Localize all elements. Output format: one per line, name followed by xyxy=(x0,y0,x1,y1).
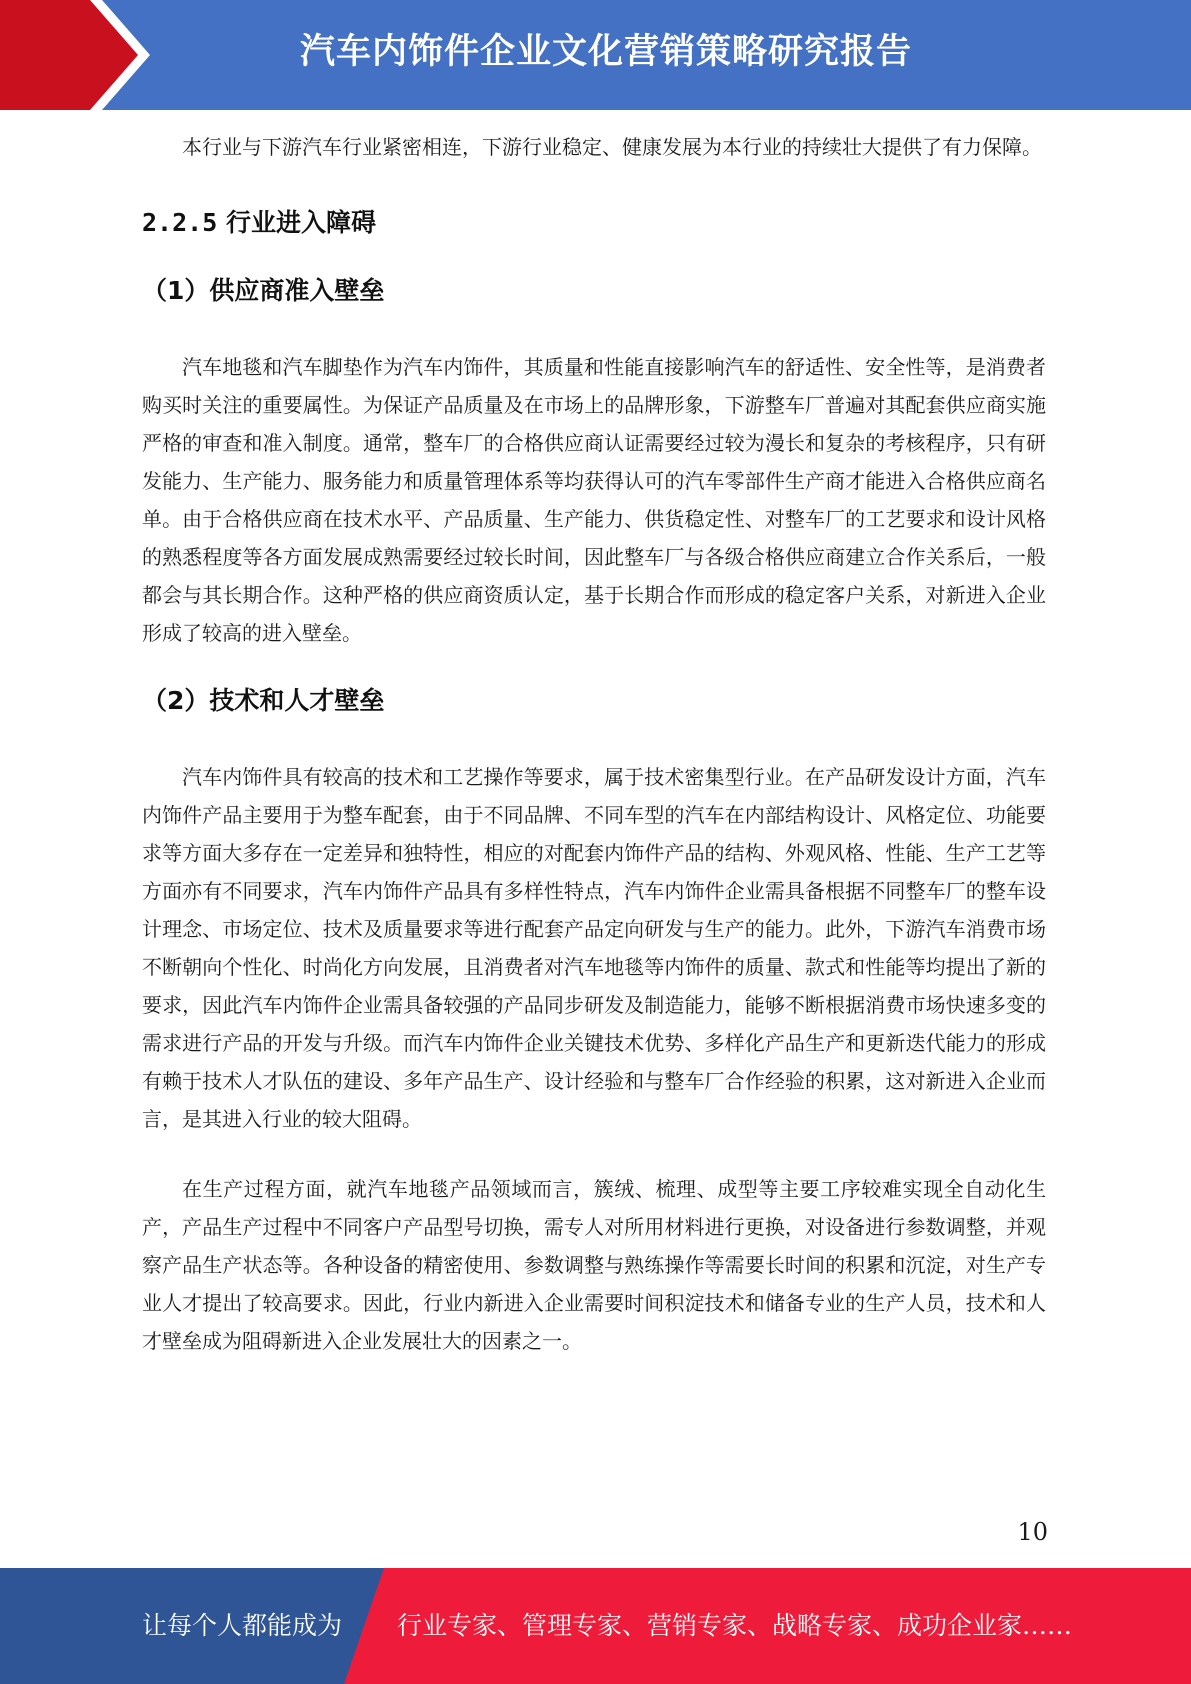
subsection-heading-tech-talent-barrier: （2）技术和人才壁垒 xyxy=(142,686,385,715)
tech-talent-paragraph-1: 汽车内饰件具有较高的技术和工艺操作等要求，属于技术密集型行业。在产品研发设计方面，汽车内饰件产品主要用于为整车配套，由于不同品牌、不同车型的汽车在内部结构设计、风格定位、功能要求等方面大多存在一定差异和独特性，相应的对配套内饰件产品的结构、外观风格、性能、生产工艺等方面亦有不同要求，汽车内饰件产品具有多样性特点，汽车内饰件企业需具备根据不同整车厂的整车设计理念、市场定位、技术及质量要求等进行配套产品定向研发与生产的能力。此外，下游汽车消费市场不断朝向个性化、时尚化方向发展，且消费者对汽车地毯等内饰件的质量、款式和性能等均提出了新的要求，因此汽车内饰件企业需具备较强的产品同步研发及制造能力，能够不断根据消费市场快速多变的需求进行产品的开发与升级。而汽车内饰件企业关键技术优势、多样化产品生产和更新迭代能力的形成有赖于技术人才队伍的建设、多年产品生产、设计经验和与整车厂合作经验的积累，这对新进入企业而言，是其进入行业的较大阻碍。 xyxy=(142,765,1046,1131)
section-title: 行业进入障碍 xyxy=(225,208,376,237)
section-heading xyxy=(142,204,1046,242)
page-content xyxy=(142,128,1046,1360)
footer-slogan-left: 让每个人都能成为 xyxy=(142,1611,343,1640)
intro-paragraph: 本行业与下游汽车行业紧密相连，下游行业稳定、健康发展为本行业的持续壮大提供了有力保障。 xyxy=(182,135,1042,159)
supplier-barrier-paragraph: 汽车地毯和汽车脚垫作为汽车内饰件，其质量和性能直接影响汽车的舒适性、安全性等，是消费者购买时关注的重要属性。为保证产品质量及在市场上的品牌形象，下游整车厂普遍对其配套供应商实施严格的审查和准入制度。通常，整车厂的合格供应商认证需要经过较为漫长和复杂的考核程序，只有研发能力、生产能力、服务能力和质量管理体系等均获得认可的汽车零部件生产商才能进入合格供应商名单。由于合格供应商在技术水平、产品质量、生产能力、供货稳定性、对整车厂的工艺要求和设计风格的熟悉程度等各方面发展成熟需要经过较长时间，因此整车厂与各级合格供应商建立合作关系后，一般都会与其长期合作。这种严格的供应商资质认定，基于长期合作而形成的稳定客户关系，对新进入企业形成了较高的进入壁垒。 xyxy=(142,355,1046,645)
header-banner xyxy=(0,0,1191,110)
subsection-heading-supplier-barrier: （1）供应商准入壁垒 xyxy=(142,276,385,305)
section-number: 2.2.5 xyxy=(142,208,218,237)
page-number: 10 xyxy=(1017,1518,1048,1546)
footer-slogan-right: 行业专家、管理专家、营销专家、战略专家、成功企业家…… xyxy=(397,1611,1073,1640)
report-title: 汽车内饰件企业文化营销策略研究报告 xyxy=(299,32,912,72)
tech-talent-paragraph-2: 在生产过程方面，就汽车地毯产品领域而言，簇绒、梳理、成型等主要工序较难实现全自动化生产，产品生产过程中不同客户产品型号切换，需专人对所用材料进行更换，对设备进行参数调整，并观察产品生产状态等。各种设备的精密使用、参数调整与熟练操作等需要长时间的积累和沉淀，对生产专业人才提出了较高要求。因此，行业内新进入企业需要时间积淀技术和储备专业的生产人员，技术和人才壁垒成为阻碍新进入企业发展壮大的因素之一。 xyxy=(142,1177,1046,1353)
footer-banner xyxy=(0,1568,1191,1684)
